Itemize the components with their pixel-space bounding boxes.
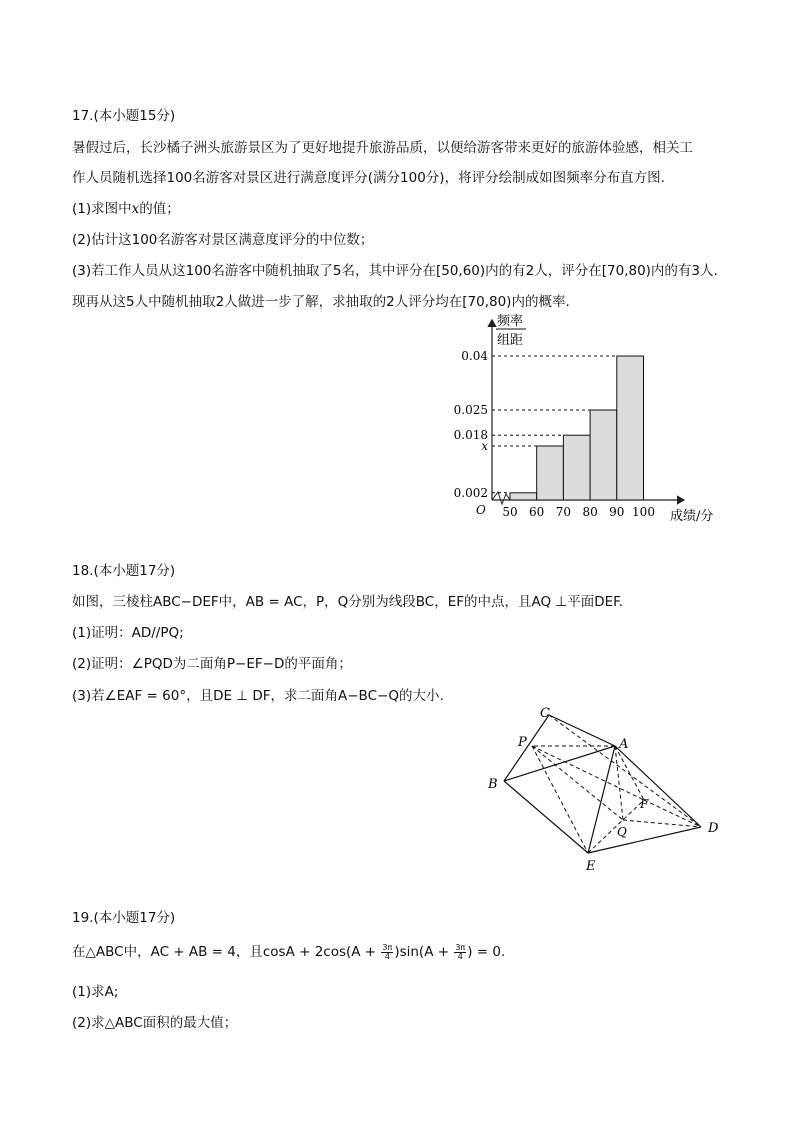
vertex-A: A: [619, 737, 629, 752]
y-label-top: 频率: [497, 314, 524, 329]
x-tick-label: 100: [632, 505, 655, 519]
q17-header: 17.(本小题15分): [72, 108, 176, 124]
q17-part1: [72, 197, 180, 217]
q19-frac1-num: 3π: [382, 942, 393, 952]
q18-part1: (1)证明：AD//PQ;: [72, 625, 184, 641]
q19-part2: (2)求△ABC面积的最大值；: [72, 1015, 238, 1031]
vertex-Q: Q: [617, 825, 627, 839]
y-tick-label: 0.025: [453, 403, 488, 417]
q19-stem: [72, 940, 505, 961]
q17-part1-var: x: [131, 201, 140, 217]
q19-stem-a: 在△ABC中，AC + AB = 4，且cosA + 2cos(A +: [72, 944, 377, 960]
vertex-D: D: [708, 821, 719, 836]
x-tick-label: 60: [529, 505, 545, 519]
y-label-bottom: 组距: [497, 333, 524, 348]
histogram-bar: [590, 410, 617, 500]
vertex-P: P: [518, 735, 527, 750]
q19-fraction-1: [381, 944, 393, 961]
y-tick-label: 0.04: [461, 349, 488, 363]
q18-part2: (2)证明：∠PQD为二面角P−EF−D的平面角；: [72, 656, 352, 672]
q19-frac1-den: 4: [384, 951, 390, 961]
x-tick-label: 70: [555, 505, 572, 519]
histogram-bar: [563, 435, 590, 500]
axis-break: [492, 492, 510, 504]
vertex-F: F: [640, 797, 649, 811]
x-tick-label: 50: [502, 505, 518, 519]
q19-frac2-num: 3π: [455, 942, 466, 952]
q19-frac2-den: 4: [457, 951, 463, 961]
q19-stem-c: ) = 0.: [467, 944, 506, 960]
q17-part1-suffix: 的值；: [139, 201, 180, 217]
q17-stem-line1: 暑假过后，长沙橘子洲头旅游景区为了更好地提升旅游品质，以便给游客带来更好的旅游体验感，相关工: [72, 140, 693, 156]
q17-stem-line2: 作人员随机选择100名游客对景区进行满意度评分(满分100分)，将评分绘制成如图频率分布直方图.: [72, 170, 665, 186]
histogram-bar: [617, 356, 644, 500]
histogram-bar: [510, 493, 537, 500]
x-tick-label: 90: [609, 505, 625, 519]
x-tick-label: 80: [582, 505, 598, 519]
q18-part3: (3)若∠EAF = 60°，且DE ⊥ DF，求二面角A−BC−Q的大小.: [72, 688, 444, 704]
vertex-B: B: [488, 777, 498, 792]
q18-stem: 如图，三棱柱ABC−DEF中，AB = AC，P，Q分别为线段BC，EF的中点，且AQ ⊥平面DEF.: [72, 594, 624, 610]
q19-fraction-2: [454, 944, 466, 961]
histogram-bar: [537, 446, 564, 500]
vertex-E: E: [586, 859, 596, 874]
vertex-C: C: [540, 706, 550, 721]
origin-label: O: [476, 503, 486, 517]
x-label: 成绩/分: [670, 509, 714, 524]
q17-part1-prefix: (1)求图中: [72, 201, 132, 217]
y-tick-label: 0.002: [453, 485, 488, 500]
q19-header: 19.(本小题17分): [72, 910, 176, 926]
y-tick-label: 0.018: [453, 428, 488, 443]
frequency-histogram: [440, 308, 730, 528]
q17-part3-line2: 现再从这5人中随机抽取2人做进一步了解，求抽取的2人评分均在[70,80)内的概率.: [72, 294, 570, 310]
q17-part3-line1: (3)若工作人员从这100名游客中随机抽取了5名，其中评分在[50,60)内的有2人，评分在[70,80)内的有3人.: [72, 263, 718, 279]
prism-diagram: [480, 700, 730, 880]
y-tick-label: x: [481, 439, 488, 453]
q19-stem-b: )sin(A +: [394, 944, 450, 960]
q18-header: 18.(本小题17分): [72, 563, 176, 579]
q19-part1: (1)求A;: [72, 984, 119, 1000]
q17-part2: (2)估计这100名游客对景区满意度评分的中位数；: [72, 232, 374, 248]
